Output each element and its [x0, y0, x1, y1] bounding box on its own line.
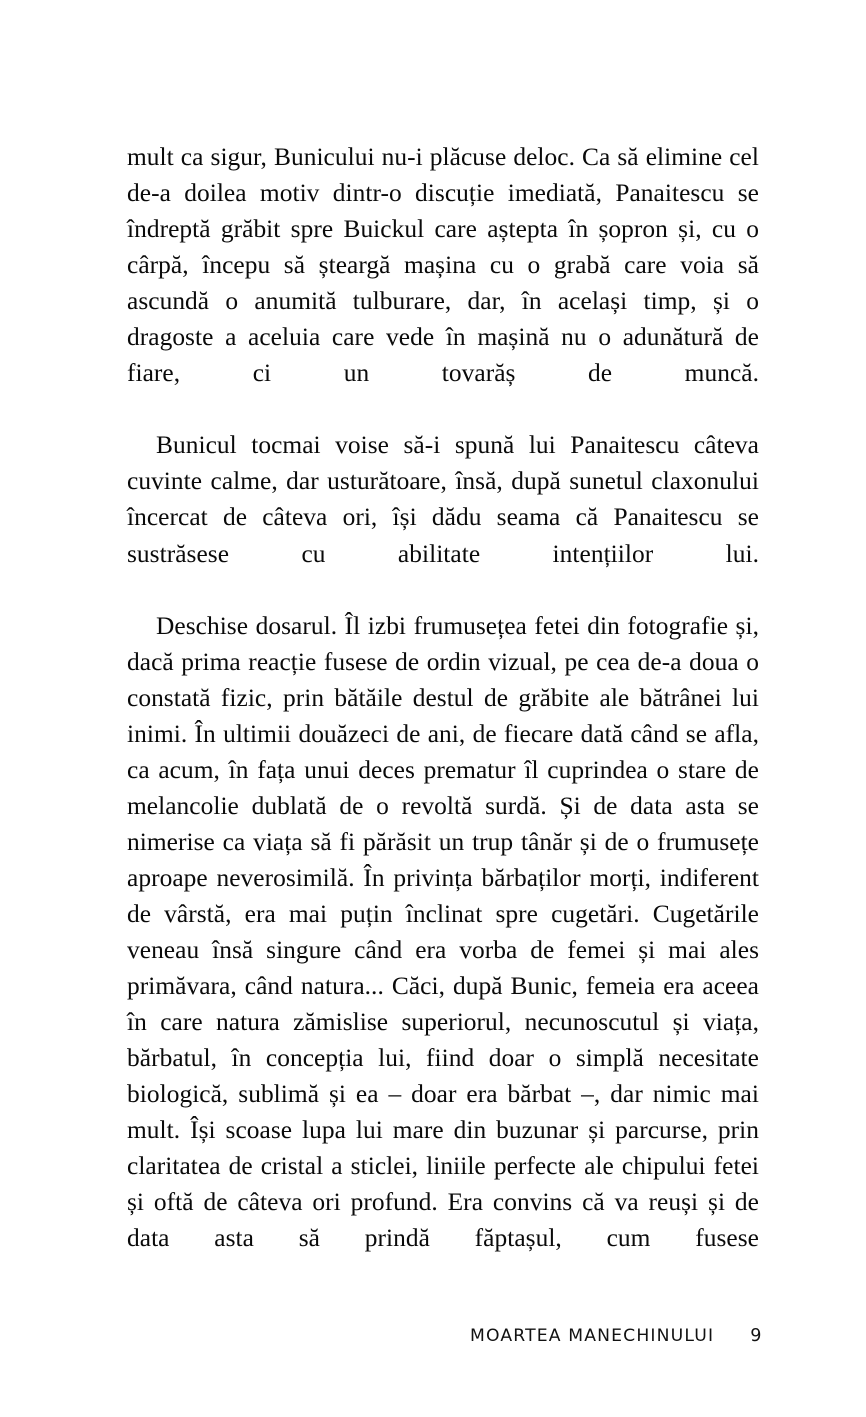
page-footer: [0, 1326, 866, 1360]
page-number: 9: [750, 1326, 762, 1346]
body-paragraph: Bunicul tocmai voise să-i spună lui Panaitescu câteva cuvinte calme, dar usturătoare, însă, după sunetul claxonului încercat de câteva ori, își dădu seama că Panaitescu se sustrăsese cu abilitate intențiilor lui.: [127, 431, 759, 568]
body-paragraph: mult ca sigur, Bunicului nu-i plăcuse deloc. Ca să elimine cel de-a doilea motiv dintr-o discuție imediată, Panaitescu se îndreptă grăbit spre Buickul care aștepta în șopron și, cu o cârpă, începu să șteargă mașina cu o grabă care voia să ascundă o anumită tulburare, dar, în același timp, și o dragoste a aceluia care vede în mașină nu o adunătură de fiare, ci un tovarăș de muncă.: [127, 143, 759, 388]
running-title: MOARTEA MANECHINULUI: [470, 1326, 715, 1346]
body-paragraph: Deschise dosarul. Îl izbi frumusețea fetei din fotografie și, dacă prima reacție fusese de ordin vizual, pe cea de-a doua o constată fizic, prin bătăile destul de grăbite ale bătrânei lui inimi. În ultimii douăzeci de ani, de fiecare dată când se afla, ca acum, în fața unui deces prematur îl cuprindea o stare de melancolie dublată de o revoltă surdă. Și de data asta se nimerise ca viața să fi părăsit un trup tânăr și de o frumusețe aproape neverosimilă. În privința bărbaților morți, indiferent de vârstă, era mai puțin înclinat spre cugetări. Cugetările veneau însă singure când era vorba de femei și mai ales primăvara, când natura... Căci, după Bunic, femeia era aceea în care natura zămislise superiorul, necunoscutul și viața, bărbatul, în concepția lui, fiind doar o simplă necesitate biologică, sublimă și ea – doar era bărbat –, dar nimic mai mult. Își scoase lupa lui mare din buzunar și parcurse, prin claritatea de cristal a sticlei, liniile perfecte ale chipului fetei și oftă de câteva ori profund. Era convins că va reuși și de data asta să prindă făptașul, cum fusese: [127, 611, 759, 1253]
footer-content: [470, 1326, 761, 1346]
page-text-block: [127, 139, 759, 1293]
